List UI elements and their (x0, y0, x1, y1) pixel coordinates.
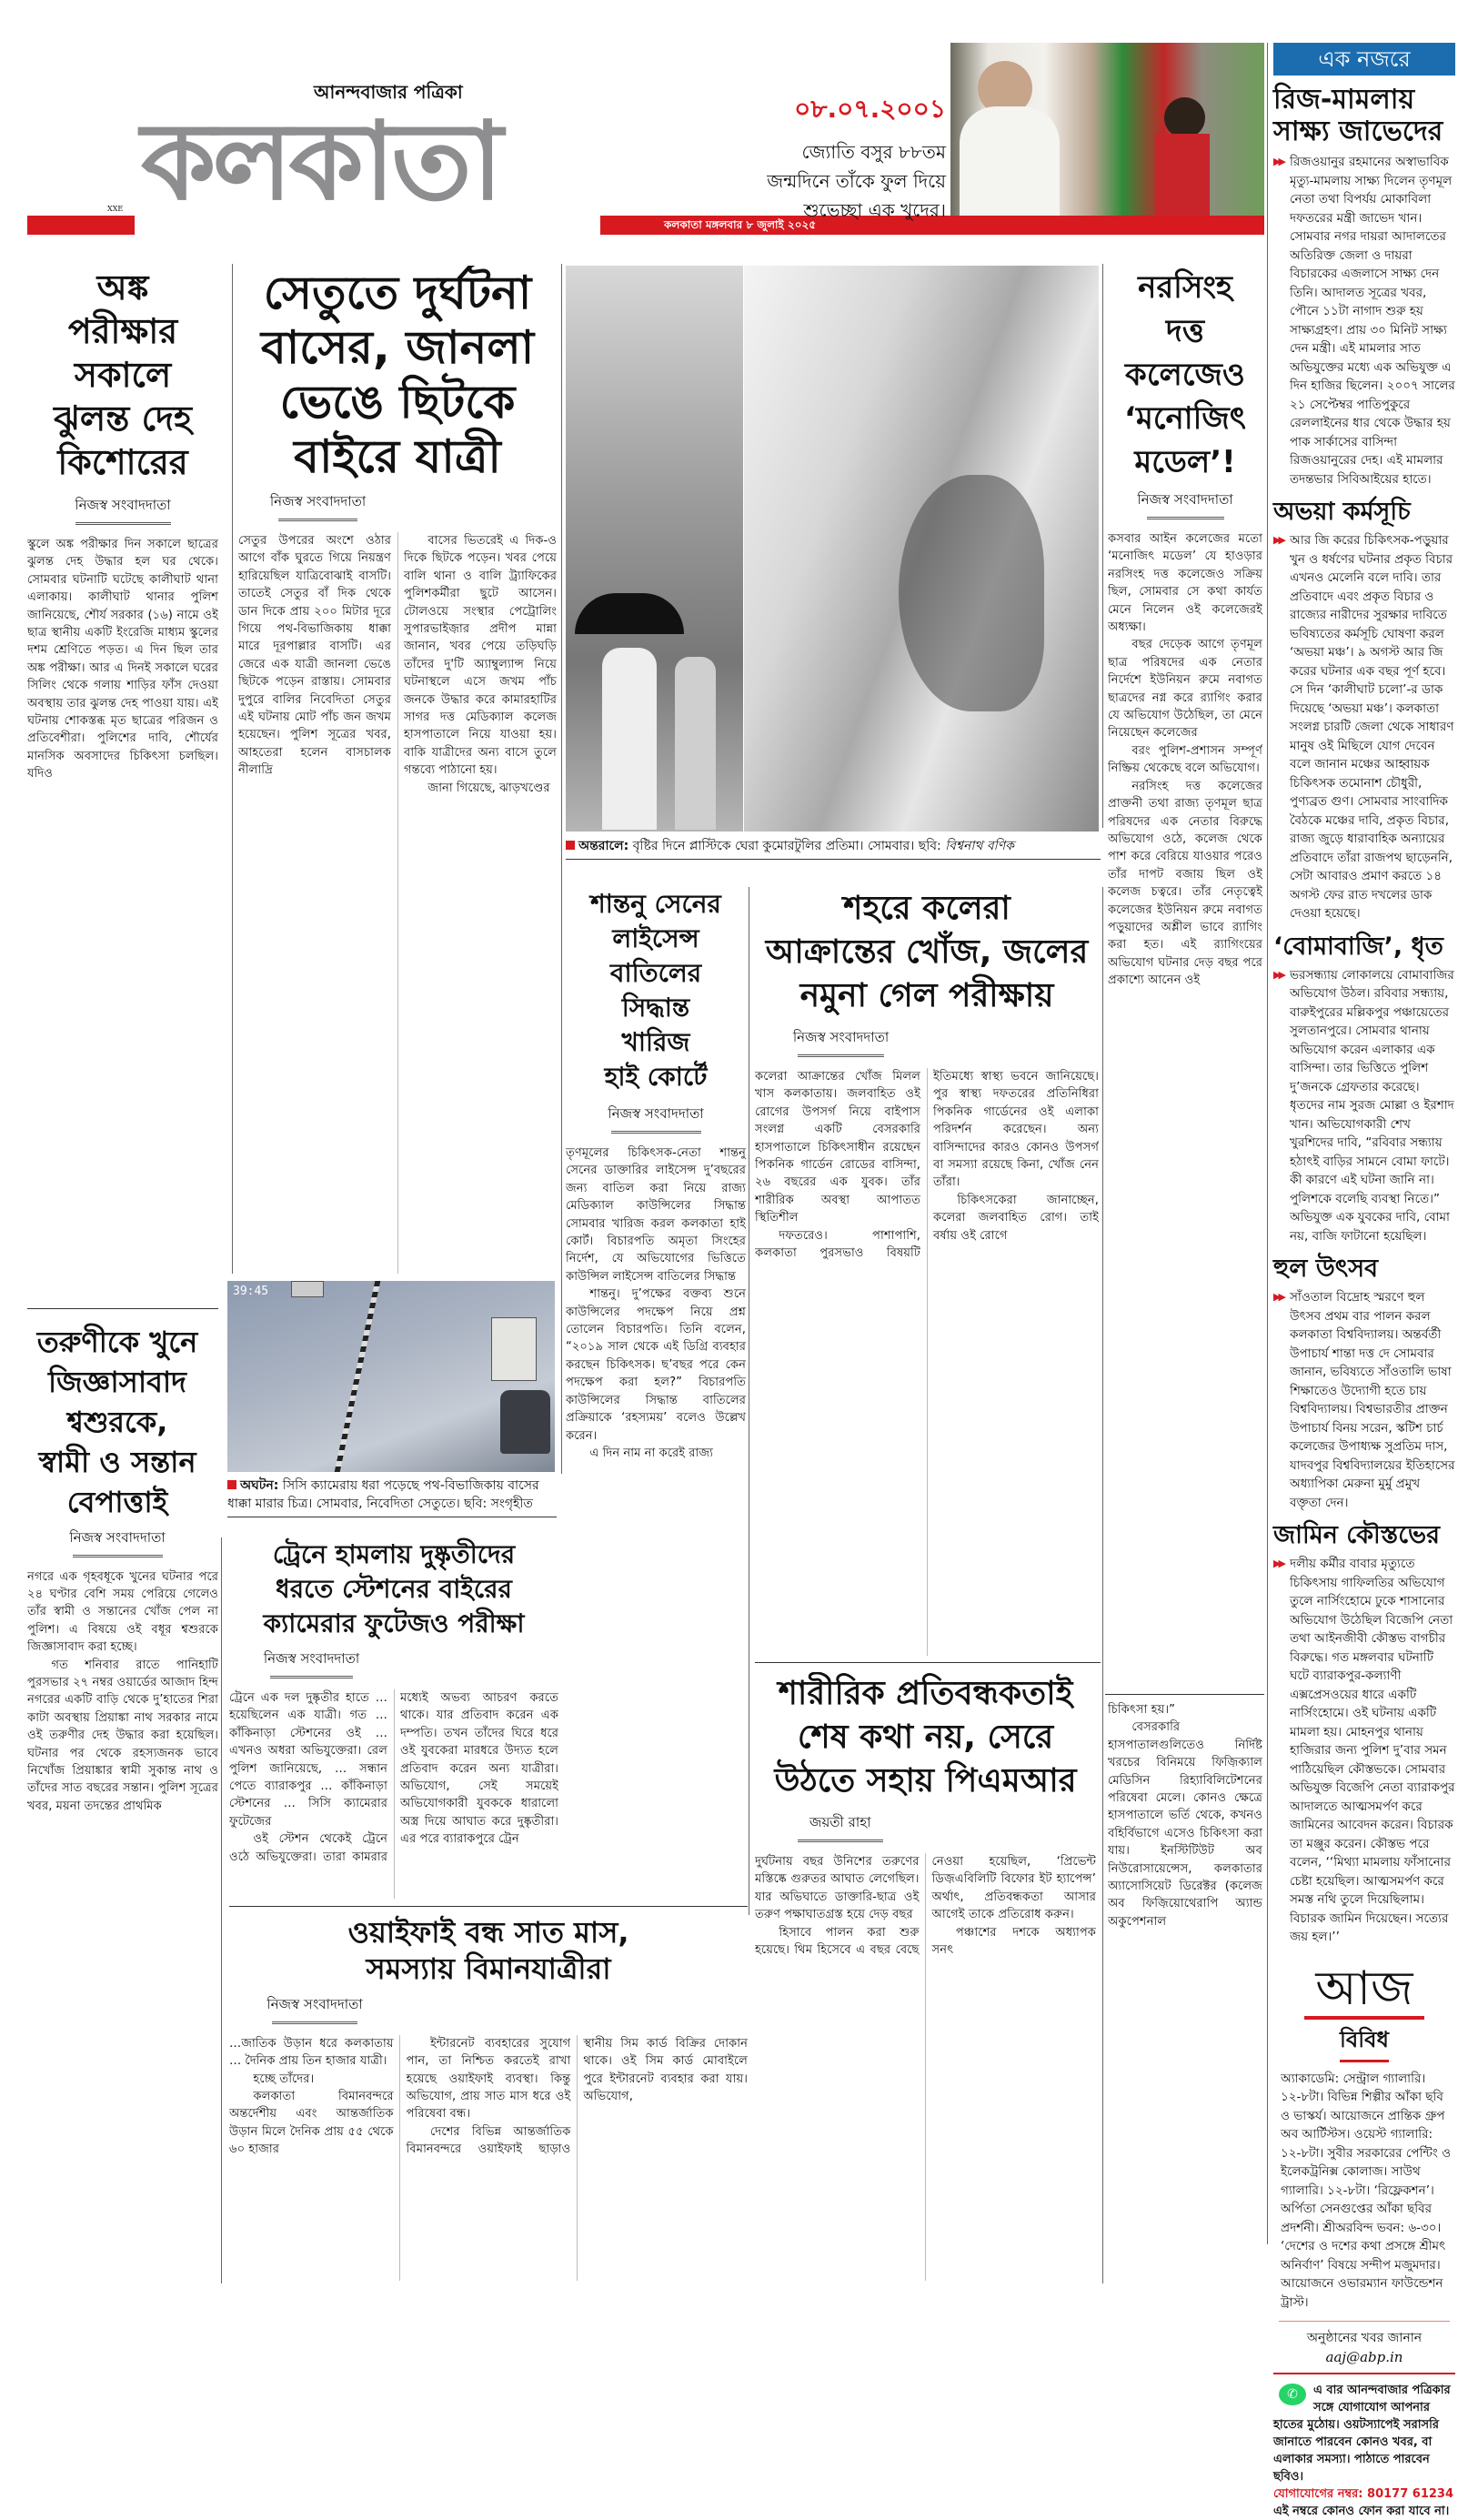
paragraph: ওই স্টেশন থেকেই ট্রেনে ওঠে অভিযুক্তেরা। তারা কামরার মধ্যেই অভব্য আচরণ করতে থাকে। যার প্রতিবাদ করেন এক দম্পতি। তখন তাঁদের ঘিরে ধরে ওই যুবকেরা মারধরে উদ্যত হলে প্রতিবাদ করেন অন্য যাত্রীরা। অভিযোগ, সেই সময়েই অভিযোগকারী যুবককে ধারালো অস্ত্র দিয়ে আঘাত করে দুষ্কৃতীরা। এর পরে ব্যারাকপুরে ট্রেন (229, 1691, 558, 1864)
headline-line: শারীরিক প্রতিবন্ধকতাই (778, 1675, 1073, 1712)
headline-line: তরুণীকে খুনে (36, 1324, 198, 1359)
headline-line: বাতিলের (609, 958, 702, 988)
byline: নিজস্ব সংবাদদাতা (238, 491, 397, 521)
sidebar-item-text: ▶▶ রিজওয়ানুর রহমানের অস্বাভাবিক মৃত্যু-মামলায় সাক্ষ্য দিলেন তৃণমূল নেতা তথা বিপর্যয় মোকাবিলা দফতরের মন্ত্রী জাভেদ খান। সোমবার নগর দায়রা আদালতের অতিরিক্ত জেলা ও দায়রা বিচারকের এজলাসে সাক্ষ্য দেন তিনি। আদালত সূত্রের খবর, পৌনে ১১টা নাগাদ শুরু হয় সাক্ষ্যগ্রহণ। প্রায় ৩০ মিনিট সাক্ষ্য দেন মন্ত্রী। এই মামলার সাত অভিযুক্তের মধ্যে এক অভিযুক্ত এ দিন হাজির ছিলেন। ২০০৭ সালের ২১ সেপ্টেম্বর পাতিপুকুরে রেললাইনের ধার থেকে উদ্ধার হয় পাক সার্কাসের বাসিন্দা রিজওয়ানুরের দেহ। এই মামলার তদন্তভার সিবিআইয়ের হাতে। (1273, 155, 1455, 487)
headline-line: উঠতে সহায় পিএমআর (774, 1762, 1077, 1799)
paragraph: চিকিৎসা হয়।” (1108, 1703, 1175, 1717)
headline-line: সকালে (74, 355, 172, 395)
article-body (27, 1568, 218, 2282)
double-arrow-icon: ▶▶ (1273, 156, 1283, 167)
paragraph: তৃণমূলের চিকিৎসক-নেতা শান্তনু সেনের ডাক্তারির লাইসেন্স দু’বছরের জন্য বাতিল করা নিয়ে রাজ্য মেডিক্যাল কাউন্সিলের সিদ্ধান্ত সোমবার খারিজ করল কলকাতা হাই কোর্ট। বিচারপতি অমৃতা সিংহের নির্দেশ, যে অভিযোগের ভিত্তিতে কাউন্সিল লাইসেন্স বাতিলের সিদ্ধান্ত (566, 1146, 746, 1284)
headline (229, 1537, 558, 1641)
headline-line: নরসিংহ (1138, 269, 1232, 306)
article-body (1108, 530, 1262, 1689)
aaj-submit-label: অনুষ্ঠানের খবর জানান (1306, 2331, 1423, 2346)
flashback-block (709, 89, 946, 225)
flashback-line: জ্যোতি বসুর ৮৮তম (801, 141, 946, 163)
headline (755, 887, 1099, 1018)
sidebar-item-title: অভয়া কর্মসূচি (1273, 498, 1411, 526)
paragraph: কসবার আইন কলেজের মতো ‘মনোজিৎ মডেল’ যে হাওড়ার নরসিংহ দত্ত কলেজেও সক্রিয় ছিল, সোমবার সে কথা কার্যত মেনে নিলেন ওই কলেজেরই অধ্যক্ষা। (1108, 532, 1262, 635)
headline-line: শান্তনু সেনের (590, 889, 721, 919)
sidebar-item-text: ▶▶ সাঁওতাল বিদ্রোহ স্মরণে হুল উৎসব প্রথম বার পালন করল কলকাতা বিশ্ববিদ্যালয়। অন্তর্বর্তী উপাচার্য শান্তা দত্ত দে সোমবার জানান, ভবিষ্যতে সাঁওতালি ভাষা শিক্ষাতেও উদ্যোগী হতে চায় বিশ্ববিদ্যালয়। বিশ্বভারতীর প্রাক্তন উপাচার্য বিনয় সরেন, স্কটিশ চার্চ কলেজের উপাধ্যক্ষ সুপ্রতিম দাস, যাদবপুর বিশ্ববিদ্যালয়ের ইতিহাসের অধ্যাপিকা মেরুনা মুর্মু প্রমুখ বক্তৃতা দেন। (1273, 1290, 1455, 1510)
article-body (27, 536, 218, 1299)
paragraph: শান্তনু। দু’পক্ষের বক্তব্য শুনে কাউন্সিলের পদক্ষেপ নিয়ে প্রশ্ন তোলেন বিচারপতি। তিনি বলেন, “২০১৯ সাল থেকে এই ডিগ্রি ব্যবহার করছেন চিকিৎসক। ছ’বছর পরে কেন পদক্ষেপ করা হল?” বিচারপতি কাউন্সিলের সিদ্ধান্ত বাতিলের প্রক্রিয়াকে ‘রহস্যময়’ বলেও উল্লেখ করেন। (566, 1287, 746, 1443)
headline-line: ভেঙে ছিটকে (279, 376, 516, 428)
byline: নিজস্ব সংবাদদাতা (1108, 489, 1262, 519)
headline (238, 266, 557, 484)
headline-line: ঝুলন্ত দেহ (54, 398, 192, 438)
article-cholera (755, 887, 1099, 1656)
headline (566, 887, 746, 1094)
section-logo: কলকাতা (141, 98, 500, 224)
double-arrow-icon: ▶▶ (1273, 1291, 1283, 1304)
paragraph: ইন্টারনেট ব্যবহারের সুযোগ পান, তা নিশ্চিত করতেই রাখা হয়েছে ওয়াইফাই ব্যবস্থা। কিন্তু অভিযোগ, প্রায় সাত মাস ধরে ওই পরিষেবা বন্ধ। (406, 2036, 571, 2122)
headline-line: ট্রেনে হামলায় দুষ্কৃতীদের (272, 1539, 516, 1569)
aaj-listing: অ্যাকাডেমি: সেন্ট্রাল গ্যালারি। ১২-৮টা। বিভিন্ন শিল্পীর আঁকা ছবি ও ভাস্কর্য। আয়োজনে প্রান্তিক গ্রুপ অব আর্টিস্টস। ওয়েস্ট গ্যালারি: ১২-৮টা। সুবীর সরকারের পেন্টিং ও ইলেকট্রনিক্স কোলাজ। সাউথ গ্যালারি। ১২-৮টা। ‘রিফ্লেকশন’। অর্পিতা সেনগুপ্তের আঁকা ছবির প্রদর্শনী। শ্রীঅরবিন্দ ভবন: ৬-৩০। ‘দেশের ও দশের কথা প্রসঙ্গে শ্রীমৎ অনির্বাণ’ বিষয়ে সন্দীপ মজুমদার। আয়োজনে ওভারম্যান ফাউন্ডেশন ট্রাস্ট। (1281, 2071, 1452, 2310)
red-bar-left (27, 216, 135, 235)
flashback-line: জন্মদিনে তাঁকে ফুল দিয়ে (767, 170, 946, 192)
headline-line: নমুনা গেল পরীক্ষায় (799, 977, 1054, 1014)
sidebar-header: এক নজরে (1273, 43, 1455, 76)
paragraph: বাসের ভিতরেই এ দিক-ও দিকে ছিটকে পড়েন। খবর পেয়ে বালি থানা ও বালি ট্র্যাফিকের পুলিশকর্মীরা ছুটে আসেন। টোলওয়ে সংস্থার পেট্রোলিং সুপারভাইজ়ার প্রদীপ মান্না জানান, খবর পেয়ে তড়িঘড়ি তাঁদের দু'টি অ্যাম্বুল্যান্স নিয়ে ঘটনাস্থলে এসে জখম পাঁচ জনকে উদ্ধার করে কামারহাটির সাগর দত্ত মেডিক্যাল কলেজ হাসপাতালে নিয়ে যাওয়া হয়। বাকি যাত্রীদের অন্য বাসে তুলে গন্তব্যে পাঠানো হয়। (404, 534, 557, 778)
sidebar-item-title: রিজ-মামলায় সাক্ষ্য জাভেদের (1273, 84, 1443, 147)
paragraph: স্কুলে অঙ্ক পরীক্ষার দিন সকালে ছাত্রের ঝুলন্ত দেহ উদ্ধার হল ঘর থেকে। সোমবার ঘটনাটি ঘটেছে কালীঘাট থানা এলাকায়। কালীঘাট থানার পুলিশ জানিয়েছে, শৌর্য সরকার (১৬) নামে ওই ছাত্র স্থানীয় একটি ইংরেজি মাধ্যম স্কুলের দশম শ্রেণিতে পড়ত। এ দিন ছিল তার অঙ্ক পরীক্ষা। আর এ দিনই সকালে ঘরের সিলিং থেকে গলায় শাড়ির ফাঁস দেওয়া অবস্থায় তার ঝুলন্ত দেহ পাওয়া যায়। এই ঘটনায় শোকস্তব্ধ মৃত ছাত্রের পরিজন ও প্রতিবেশীরা। পুলিশের দাবি, শৌর্যের মানসিক অবসাদের চিকিৎসা চলছিল। যদিও (27, 538, 218, 781)
double-arrow-icon: ▶▶ (1273, 534, 1283, 547)
paragraph: কলেরা আক্রান্তের খোঁজ মিলল খাস কলকাতায়। জলবাহিত ওই রোগের উপসর্গ নিয়ে বাইপাস সংলগ্ন একটি বেসরকারি হাসপাতালে চিকিৎসাধীন রয়েছেন পিকনিক গার্ডেন রোডের বাসিন্দা, ২৬ বছরের এক যুবক। তাঁর শারীরিক অবস্থা আপাতত স্থিতিশীল (755, 1070, 920, 1225)
paragraph: কলকাতা বিমানবন্দরে অন্তর্দেশীয় এবং আন্তর্জাতিক উড়ান মিলে দৈনিক প্রায় ৫৫ থেকে ৬০ হাজার (229, 2089, 394, 2157)
article-bridge (238, 266, 557, 1274)
headline-line: স্বামী ও সন্তান (38, 1444, 196, 1479)
column-rule (1102, 264, 1103, 828)
headline-line: বাসের, জানলা (260, 321, 535, 374)
byline: নিজস্ব সংবাদদাতা (229, 1994, 400, 2024)
headline-line: দত্ত (1165, 313, 1205, 349)
article-body (755, 1068, 1099, 1656)
headline (27, 1322, 207, 1522)
headline (755, 1672, 1096, 1803)
double-arrow-icon: ▶▶ (1273, 1557, 1283, 1570)
headline-line: কলেজেও (1125, 357, 1245, 393)
paragraph: পঞ্চাশের দশকে অধ্যাপক সনৎ (931, 1925, 1096, 1958)
article-body (229, 2035, 748, 2281)
headline-line: অঙ্ক (96, 267, 149, 307)
headline-line: পরীক্ষার (67, 311, 178, 351)
aaj-email-link[interactable]: aaj@abp.in (1325, 2349, 1403, 2366)
headline-line: কিশোরের (57, 442, 188, 482)
paragraph: …জাতিক উড়ান ধরে কলকাতায় … দৈনিক প্রায় তিন হাজার যাত্রী। (229, 2036, 394, 2069)
paragraph: নরসিংহ দত্ত কলেজের প্রাক্তনী তথা রাজ্য তৃণমূল ছাত্র পরিষদের এক নেতার বিরুদ্ধে অভিযোগ ওঠে, কলেজ থেকে পাশ করে বেরিয়ে যাওয়ার পরেও তাঁর দাপট বজায় ছিল ওই কলেজ চত্বরে। তাঁর নেতৃত্বেই কলেজের ইউনিয়ন রুমে নবাগত পড়ুয়াদের অশ্লীল ভাবে র‍্যাগিং করা হত। এই র‍্যাগিংয়ের অভিযোগ ঘটনার দেড় বছর পরে প্রকাশ্যে আনেন ওই (1108, 779, 1262, 988)
headline-line: সেতুতে দুর্ঘটনা (263, 267, 532, 319)
sidebar-item-text: ▶▶ ভরসন্ধ্যায় লোকালয়ে বোমাবাজির অভিযোগ উঠল। রবিবার সন্ধ্যায়, বারুইপুরের মল্লিকপুর পঞ্চায়েতের সুলতানপুরে। সোমবার থানায় অভিযোগ করেন এলাকার এক বাসিন্দা। তার ভিত্তিতে পুলিশ দু’জনকে গ্রেফতার করেছে। ধৃতদের নাম সুরজ মোল্লা ও ইরশাদ খান। অভিযোগকারী শেখ খুরশিদের দাবি, “রবিবার সন্ধ্যায় হঠাৎই বাড়ির সামনে বোমা ফাটে। কী কারণে এই ঘটনা জানি না। পুলিশকে বলেছি ব্যবস্থা নিতে।” অভিযুক্ত এক যুবকের দাবি, বোমা নয়, বাজি ফাটানো হয়েছিল। (1273, 967, 1454, 1244)
whatsapp-icon: ✆ (1279, 2384, 1306, 2405)
paragraph: হিসাবে পালন করা শুরু হয়েছে। থিম হিসেবে এ বছর বেছে নেওয়া হয়েছিল, ‘প্রিভেন্ট ডিজ়এবিলিটি বিফোর ইট হ্যাপেন্স’ অর্থাৎ, প্রতিবন্ধকতা আসার আগেই তাকে প্রতিরোধ করুন। (755, 1855, 1096, 1958)
paragraph: দুর্ঘটনায় বছর উনিশের তরুণের মস্তিষ্কে গুরুতর আঘাত লেগেছিল। যার অভিঘাতে ডাক্তারি-ছাত্র ওই তরুণ পক্ষাঘাতগ্রস্ত হয়ে দেড় বছর (755, 1855, 920, 1922)
aaj-subtitle: বিবিধ (1340, 2023, 1389, 2062)
headline-line: সমস্যায় বিমানযাত্রীরা (366, 1950, 611, 1986)
headline (1108, 266, 1262, 484)
headline-line: আক্রান্তের খোঁজ, জলের (765, 933, 1089, 971)
column-rule (1102, 887, 1103, 2283)
paragraph: দফতরেও। পাশাপাশি, কলকাতা পুরসভাও বিষয়টি ইতিমধ্যে স্বাস্থ্য ভবনে জানিয়েছে। পুর স্বাস্থ্য দফতরের প্রতিনিধিরা পিকনিক গার্ডেনের ওই এলাকা পরিদর্শন করেছেন। অন্য বাসিন্দাদের কারও কোনও উপসর্গ বা সমস্যা রয়েছে কিনা, খোঁজ নেন তাঁরা। (755, 1070, 1099, 1261)
cctv-photo (227, 1281, 555, 1472)
byline: নিজস্ব সংবাদদাতা (755, 1027, 927, 1057)
headline-line: ধরতে স্টেশনের বাইরের (276, 1574, 512, 1604)
sidebar-item-title: জামিন কৌস্তভের (1273, 1521, 1441, 1550)
sidebar-item-title: ‘বোমাবাজি’, ধৃত (1273, 932, 1443, 961)
headline-line: শ্বশুরকে, (66, 1404, 168, 1439)
column-rule (561, 264, 562, 1474)
sidebar-item-title: হুল উৎসব (1273, 1255, 1379, 1284)
publisher-name: আনন্দবাজার পত্রিকা (314, 81, 463, 103)
whatsapp-box: ✆ এ বার আনন্দবাজার পত্রিকার সঙ্গে যোগাযোগ আপনার হাতের মুঠোয়। ওয়টস্যাপেই সরাসরি জানাতে পারবেন কোনও খবর, বা এলাকার সমস্যা। পাঠাতে পারবেন ছবিও। যোগাযোগের নম্বর: 80177 61234 এই নম্বরে কোনও ফোন করা যাবে না। (1273, 2384, 1453, 2519)
article-body (566, 1144, 746, 1908)
paragraph: ট্রেনে এক দল দুষ্কৃতীর হাতে … হয়েছিলেন এক যাত্রী। গত … কাঁকিনাড়া স্টেশনের ওই … এখনও অধরা অভিযুক্তেরা। রেল পুলিশ জানিয়েছে, … সন্ধান পেতে ব্যারাকপুর … কাঁকিনাড়া স্টেশনের … সিসি ক্যামেরার ফুটেজের (229, 1691, 387, 1829)
paragraph: বেসরকারি হাসপাতালগুলিতেও নির্দিষ্ট খরচের বিনিময়ে ফিজ়িক্যাল মেডিসিন রিহ্যাবিলিটেশনের পরিষেবা মেলে। কোনও ক্ষেত্রে হাসপাতালে ভর্তি থেকে, কখনও বহির্বিভাগে এসেও চিকিৎসা করা যায়। ইনস্টিটিউট অব নিউরোসায়েন্সেস, কলকাতার অ্যাসোসিয়েট ডিরেক্টর (কলেজ অব ফিজ়িয়োথেরাপি অ্যান্ড অকুপেশনাল (1108, 1720, 1262, 1929)
column-rule (221, 1537, 222, 2283)
idol-caption: অন্তরালে: বৃষ্টির দিনে প্লাস্টিকে ঘেরা কুমোরটুলির প্রতিমা। সোমবার। ছবি: বিশ্বনাথ বণিক (566, 837, 1101, 860)
paragraph: নগরে এক গৃহবধূকে খুনের ঘটনার পরে ২৪ ঘণ্টার বেশি সময় পেরিয়ে গেলেও তাঁর স্বামী ও সন্তানের খোঁজ পেল না পুলিশ। এ বিষয়ে ওই বধূর শ্বশুরকে জিজ্ঞাসাবাদ করা হচ্ছে। (27, 1569, 218, 1655)
headline-line: সিদ্ধান্ত (621, 993, 690, 1023)
column-rule (232, 264, 233, 1274)
headline-line: ‘মনোজিৎ (1124, 400, 1246, 437)
divider (27, 1308, 218, 1309)
headline-line: বাইরে যাত্রী (294, 430, 501, 483)
edition-code: XXE (107, 205, 124, 213)
headline-line: ওয়াইফাই বন্ধ সাত মাস, (347, 1914, 629, 1950)
headline (229, 1914, 748, 1987)
column-rule (1267, 43, 1268, 2244)
article-body (238, 532, 557, 1274)
flashback-photo (950, 43, 1264, 216)
sidebar-item-text: ▶▶ দলীয় কর্মীর বাবার মৃত্যুতে চিকিৎসায় গাফিলতির অভিযোগ তুলে নার্সিংহোমে ঢুকে শাসানোর অভিযোগ উঠেছিল বিজেপি নেতা তথা আইনজীবী কৌস্তভ বাগচীর বিরুদ্ধে। গত মঙ্গলবার ঘটনাটি ঘটে ব্যারাকপুর-কল্যাণী এক্সপ্রেসওয়ের ধারে একটি নার্সিংহোমে। ওই ঘটনায় একটি মামলা হয়। মোহনপুর থানায় হাজিরার জন্য পুলিশ দু’বার সমন পাঠিয়েছিল কৌস্তভকে। সোমবার অভিযুক্ত বিজেপি নেতা ব্যারাকপুর আদালতে আত্মসমর্পণ করে জামিনের আবেদন করেন। বিচারক তা মঞ্জুর করেন। কৌস্তভ পরে বলেন, ‘‘মিথ্যা মামলায় ফাঁসানোর চেষ্টা হয়েছিল। আত্মসমর্পণ করে সমস্ত নথি তুলে দিয়েছিলাম। বিচারক জামিন দিয়েছেন। সত্যের জয় হল।’’ (1273, 1557, 1455, 1945)
whatsapp-note: এই নম্বরে কোনও ফোন করা যাবে না। (1273, 2505, 1450, 2519)
double-arrow-icon: ▶▶ (1273, 968, 1283, 981)
headline-line: বেপাত্তাই (66, 1484, 168, 1519)
paragraph: সেতুর উপরের অংশে ওঠার আগে বাঁক ঘুরতে গিয়ে নিয়ন্ত্রণ হারিয়েছিল যাত্রিবোঝাই বাসটি। তাতেই সেতুর বাঁ দিক থেকে ডান দিকে প্রায় ২০০ মিটার দূরে গিয়ে পথ-বিভাজিকায় ধাক্কা মারে দূরপাল্লার বাসটি। এর জেরে এক যাত্রী জানলা ভেঙে ছিটকে পড়েন রাস্তায়। সোমবার দুপুরে বালির নিবেদিতা সেতুর এই ঘটনায় মোট পাঁচ জন জখম হয়েছেন। পুলিশ সূত্রের খবর, আহতেরা হলেন বাসচালক নীলাদ্রি (238, 534, 391, 778)
cctv-timestamp: 39:45 (233, 1285, 269, 1298)
byline: নিজস্ব সংবাদদাতা (566, 1104, 746, 1134)
sidebar-list (1273, 85, 1455, 1947)
cctv-caption: অঘটন: সিসি ক্যামেরায় ধরা পড়েছে পথ-বিভাজিকায় বাসের ধাক্কা মারার চিত্র। সোমবার, নিবেদিতা সেতুতে। ছবি: সংগৃহীত (227, 1477, 557, 1517)
caption-marker-icon (227, 1480, 236, 1489)
divider (1105, 1694, 1264, 1695)
caption-marker-icon (566, 841, 575, 850)
headline-line: ক্যামেরার ফুটেজও পরীক্ষা (263, 1608, 525, 1638)
byline: নিজস্ব সংবাদদাতা (229, 1648, 394, 1678)
paragraph: হচ্ছে তাঁদের। (253, 2071, 315, 2086)
article-body (229, 1689, 558, 1899)
paragraph: চিকিৎসকেরা জানাচ্ছেন, কলেরা জলবাহিত রোগ। তাই বর্ষায় ওই রোগে (933, 1193, 1099, 1243)
headline-line: শেষ কথা নয়, সেরে (797, 1719, 1054, 1756)
paragraph: দেশের বিভিন্ন আন্তর্জাতিক বিমানবন্দরে ওয়াইফাই ছাড়াও স্থানীয় সিম কার্ড বিক্রির দোকান থাকে। ওই সিম কার্ড মোবাইলে পুরে ইন্টারনেট ব্যবহার করা যায়। অভিযোগ, (406, 2036, 748, 2157)
byline: নিজস্ব সংবাদদাতা (27, 1527, 207, 1557)
paragraph: বছর দেড়েক আগে তৃণমূল ছাত্র পরিষদের এক নেতার নির্দেশে ইউনিয়ন রুমে নবাগত ছাত্রদের নগ্ন করে র‍্যাগিং করার যে অভিযোগ উঠেছিল, তা মেনে নিয়েছেন কলেজের (1108, 638, 1262, 741)
flashback-line: শুভেচ্ছা এক খুদের। (803, 199, 946, 221)
dateline: কলকাতা মঙ্গলবার ৮ জুলাই ২০২৫ (664, 218, 817, 231)
headline-line: মডেল’! (1134, 444, 1236, 480)
headline-line: খারিজ (621, 1027, 690, 1057)
left-column (27, 266, 218, 2281)
paragraph: জানা গিয়েছে, ঝাড়খণ্ডের (427, 781, 550, 795)
byline: নিজস্ব সংবাদদাতা (27, 495, 218, 525)
article-body (755, 1853, 1096, 2281)
headline-line: লাইসেন্স (612, 923, 699, 953)
sidebar-item-text: ▶▶ আর জি করের চিকিৎসক-পড়ুয়ার খুন ও ধর্ষণের ঘটনার প্রকৃত বিচার এখনও মেলেনি বলে দাবি। তার প্রতিবাদে এবং প্রকৃত বিচার ও রাজ্যের নারীদের সুরক্ষার দাবিতে ভবিষ্যতের কর্মসূচি ঘোষণা করল ‘অভয়া মঞ্চ’। ৯ অগস্ট আর জি করের ঘটনার এক বছর পূর্ণ হবে। সে দিন ‘কালীঘাট চলো’-র ডাক দিয়েছে ‘অভয়া মঞ্চ’। কলকাতা সংলগ্ন চারটি জেলা থেকে সাধারণ মানুষ ওই মিছিলে যোগ দেবেন বলে জানান মঞ্চের আহ্বায়ক চিকিৎসক তমোনাশ চৌধুরী, পুণ্যব্রত গুণ। সোমবার সাংবাদিক বৈঠকে মঞ্চের দাবি, প্রকৃত বিচার, রাজ্য জুড়ে ধারাবাহিক অন্যায়ের প্রতিবাদে তাঁরা রাজপথ ছাড়েননি, সেটা আবারও প্রমাণ করতে ১৪ অগস্ট ফের রাত দখলের ডাক দেওয়া হয়েছে। (1273, 533, 1454, 922)
paragraph: বরং পুলিশ-প্রশাসন সম্পূর্ণ নিষ্ক্রিয় থেকেছে বলে অভিযোগ। (1108, 743, 1262, 776)
aaj-title: আজ (1304, 1961, 1423, 2020)
aaj-section (1273, 1961, 1455, 2062)
whatsapp-number: যোগাযোগের নম্বর: 80177 61234 (1273, 2487, 1453, 2502)
umbrella-photo (566, 266, 743, 832)
article-college (1108, 266, 1262, 1689)
headline-line: শহরে কলেরা (843, 890, 1010, 927)
article-body-continued (1108, 1701, 1262, 2279)
article-pmr (755, 1672, 1096, 2281)
at-a-glance-sidebar (1273, 43, 1455, 2520)
flashback-date: ০৮.০৭.২০০১ (794, 94, 946, 124)
divider (755, 1662, 1101, 1663)
paragraph: গত শনিবার রাতে পানিহাটি পুরসভার ২৭ নম্বর ওয়ার্ডের আজাদ হিন্দ নগরের একটি বাড়ি থেকে দু’হাতের শিরা কাটা অবস্থায় প্রিয়াঙ্কা নাথ সরকার নামে ওই তরুণীর দেহ উদ্ধার করা হয়েছিল। ঘটনার পর থেকে রহস্যজনক ভাবে নিখোঁজ প্রিয়াঙ্কার স্বামী সুকান্ত নাথ ও তাঁদের সাত বছরের সন্তান। পুলিশ সূত্রের খবর, ময়না তদন্তের প্রাথমিক (27, 1658, 218, 1813)
article-license (566, 887, 746, 1908)
headline-line: হাই কোর্টে (604, 1062, 708, 1092)
byline: জয়তী রাহা (755, 1812, 926, 1842)
headline-line: জিজ্ঞাসাবাদ (47, 1364, 186, 1399)
headline (27, 266, 218, 484)
plastic-idol-photo (744, 266, 1099, 832)
paragraph: এ দিন নাম না করেই রাজ্য (589, 1446, 714, 1460)
